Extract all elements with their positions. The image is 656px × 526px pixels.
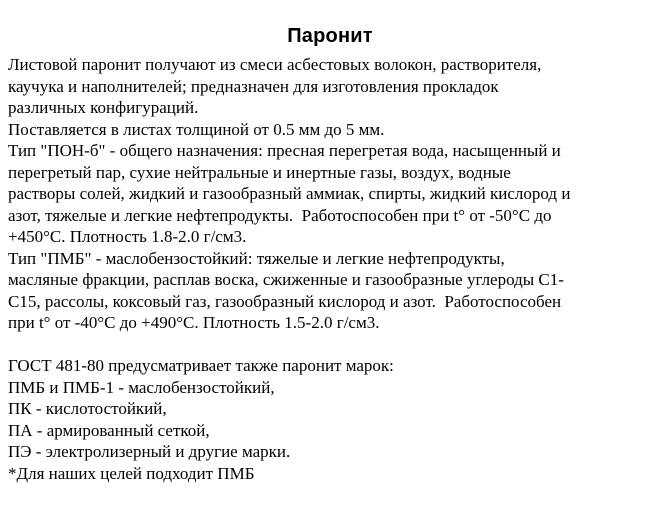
text-line: ПА - армированный сеткой, [8,420,210,440]
text-line: Тип "ПОН-б" - общего назначения: пресная перегретая вода, насыщенный и [8,141,561,160]
text-line: при t° от -40°C до +490°C. Плотность 1.5-2.0 г/см3. [8,313,380,332]
text-line: Листовой паронит получают из смеси асбестовых волокон, растворителя, [8,55,542,74]
text-line: ПК - кислотостойкий, [8,399,167,418]
text-line: C15, рассолы, коксовый газ, газообразный кислород и азот. Работоспособен [8,291,562,311]
document-title: Паронит [287,25,373,47]
text-line: растворы солей, жидкий и газообразный аммиак, спирты, жидкий кислород и [8,184,571,203]
text-line: *Для наших целей подходит ПМБ [8,463,255,483]
text-line: каучука и наполнителей; предназначен для изготовления прокладок [8,76,499,96]
blank-line [8,334,652,356]
text-line: Поставляется в листах толщиной от 0.5 мм до 5 мм. [8,119,385,139]
text-line: азот, тяжелые и легкие нефтепродукты. Работоспособен при t° от -50°C до [8,205,552,225]
text-line: перегретый пар, сухие нейтральные и инертные газы, воздух, водные [8,162,511,182]
text-line: различных конфигураций. [8,98,199,117]
text-line: Тип "ПМБ" - маслобензостойкий: тяжелые и легкие нефтепродукты, [8,248,505,268]
text-line: ПЭ - электролизерный и другие марки. [8,442,291,461]
text-line: масляные фракции, расплав воска, сжиженные и газообразные углероды C1- [8,270,564,289]
document-body [8,54,652,484]
text-line: ПМБ и ПМБ-1 - маслобензостойкий, [8,377,275,397]
text-line: +450°C. Плотность 1.8-2.0 г/см3. [8,227,247,246]
text-line: ГОСТ 481-80 предусматривает также паронит марок: [8,356,394,375]
